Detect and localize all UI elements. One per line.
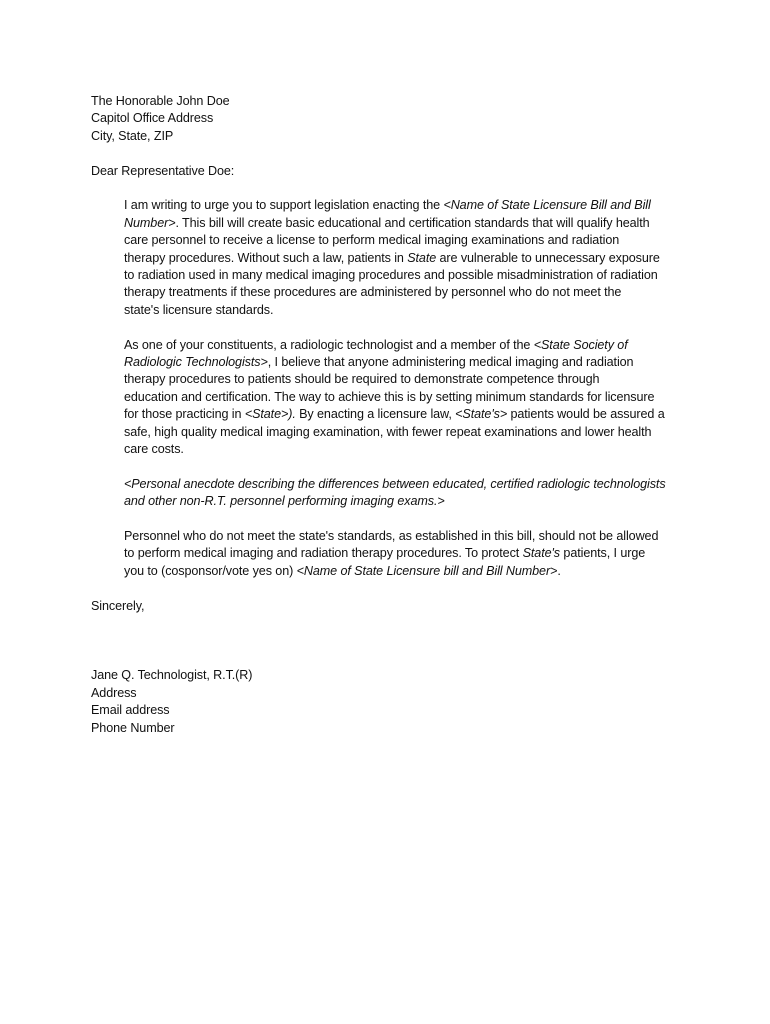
text-run: for those practicing in: [124, 407, 245, 422]
placeholder-text: <State's>: [455, 407, 508, 422]
paragraph-line: [124, 441, 684, 458]
text-run: As one of your constituents, a radiologic technologist and a member of the: [124, 337, 534, 352]
text-run: .: [557, 563, 561, 578]
placeholder-text: <Personal anecdote describing the differences between educated, certified radiologic technologists: [124, 476, 666, 491]
text-run: Personnel who do not meet the state's standards, as established in this bill, should not be allowed: [124, 529, 659, 544]
paragraph-line: [124, 354, 684, 371]
body-paragraph: [124, 476, 684, 511]
text-run: patients would be assured a: [507, 407, 665, 422]
text-run: education and certification. The way to achieve this is by setting minimum standards for licensure: [124, 389, 655, 404]
letter: [91, 93, 691, 737]
placeholder-text: <Name of State Licensure bill and Bill Number>: [296, 563, 558, 578]
paragraph-line: [124, 528, 684, 545]
sender-name: Jane Q. Technologist, R.T.(R): [91, 668, 253, 683]
text-run: therapy treatments if these procedures are administered by personnel who do not meet the: [124, 285, 622, 300]
text-run: care personnel to receive a license to perform medical imaging examinations and radiation: [124, 233, 620, 248]
paragraph-line: [124, 337, 684, 354]
text-run: are vulnerable to unnecessary exposure: [436, 250, 660, 265]
paragraph-line: [124, 476, 684, 493]
text-run: I am writing to urge you to support legislation enacting the: [124, 198, 444, 213]
text-run: safe, high quality medical imaging examination, with fewer repeat examinations and lower health: [124, 424, 652, 439]
recipient-name: The Honorable John Doe: [91, 94, 230, 108]
paragraph-line: [124, 493, 684, 510]
sender-block: [91, 667, 691, 737]
paragraph-line: [124, 389, 684, 406]
paragraph-line: [124, 545, 684, 562]
recipient-city: City, State, ZIP: [91, 128, 174, 143]
sender-address: Address: [91, 685, 137, 700]
body-paragraph: [124, 528, 684, 580]
placeholder-text: State's: [522, 546, 561, 561]
text-run: , I believe that anyone administering medical imaging and radiation: [267, 355, 634, 370]
text-run: to radiation used in many medical imaging procedures and possible misadministration of radiation: [124, 268, 658, 283]
paragraph-line: [124, 197, 684, 214]
text-run: to perform medical imaging and radiation therapy procedures. To protect: [124, 546, 523, 561]
paragraph-line: [124, 302, 684, 319]
text-run: therapy procedures to patients should be required to demonstrate competence through: [124, 372, 600, 387]
text-run: you to (cosponsor/vote yes on): [124, 563, 297, 578]
salutation: Dear Representative Doe:: [91, 163, 235, 178]
text-run: By enacting a licensure law,: [295, 407, 456, 422]
recipient-block: [91, 93, 691, 145]
paragraph-line: [124, 250, 684, 267]
paragraph-line: [124, 371, 684, 388]
paragraph-line: [124, 406, 684, 423]
placeholder-text: <Name of State Licensure Bill and Bill: [443, 198, 651, 213]
placeholder-text: State: [407, 250, 437, 265]
paragraph-line: [124, 563, 684, 580]
text-run: state's licensure standards.: [124, 302, 274, 317]
placeholder-text: and other non-R.T. personnel performing imaging exams.>: [124, 494, 445, 509]
sender-email: Email address: [91, 703, 170, 718]
placeholder-text: Radiologic Technologists>: [124, 355, 268, 370]
recipient-address: Capitol Office Address: [91, 111, 214, 126]
text-run: care costs.: [124, 442, 184, 457]
text-run: . This bill will create basic educational and certification standards that will qualify health: [175, 215, 650, 230]
placeholder-text: <State Society of: [533, 337, 628, 352]
paragraph-line: [124, 232, 684, 249]
placeholder-text: <State>).: [244, 407, 296, 422]
sender-phone: Phone Number: [91, 720, 175, 735]
placeholder-text: Number>: [124, 215, 176, 230]
body-paragraph: [124, 337, 684, 459]
text-run: therapy procedures. Without such a law, patients in: [124, 250, 408, 265]
paragraph-line: [124, 424, 684, 441]
closing: Sincerely,: [91, 598, 145, 613]
paragraph-line: [124, 215, 684, 232]
body-paragraph: [124, 197, 684, 319]
text-run: patients, I urge: [560, 546, 646, 561]
letter-body: [124, 197, 684, 580]
paragraph-line: [124, 284, 684, 301]
paragraph-line: [124, 267, 684, 284]
